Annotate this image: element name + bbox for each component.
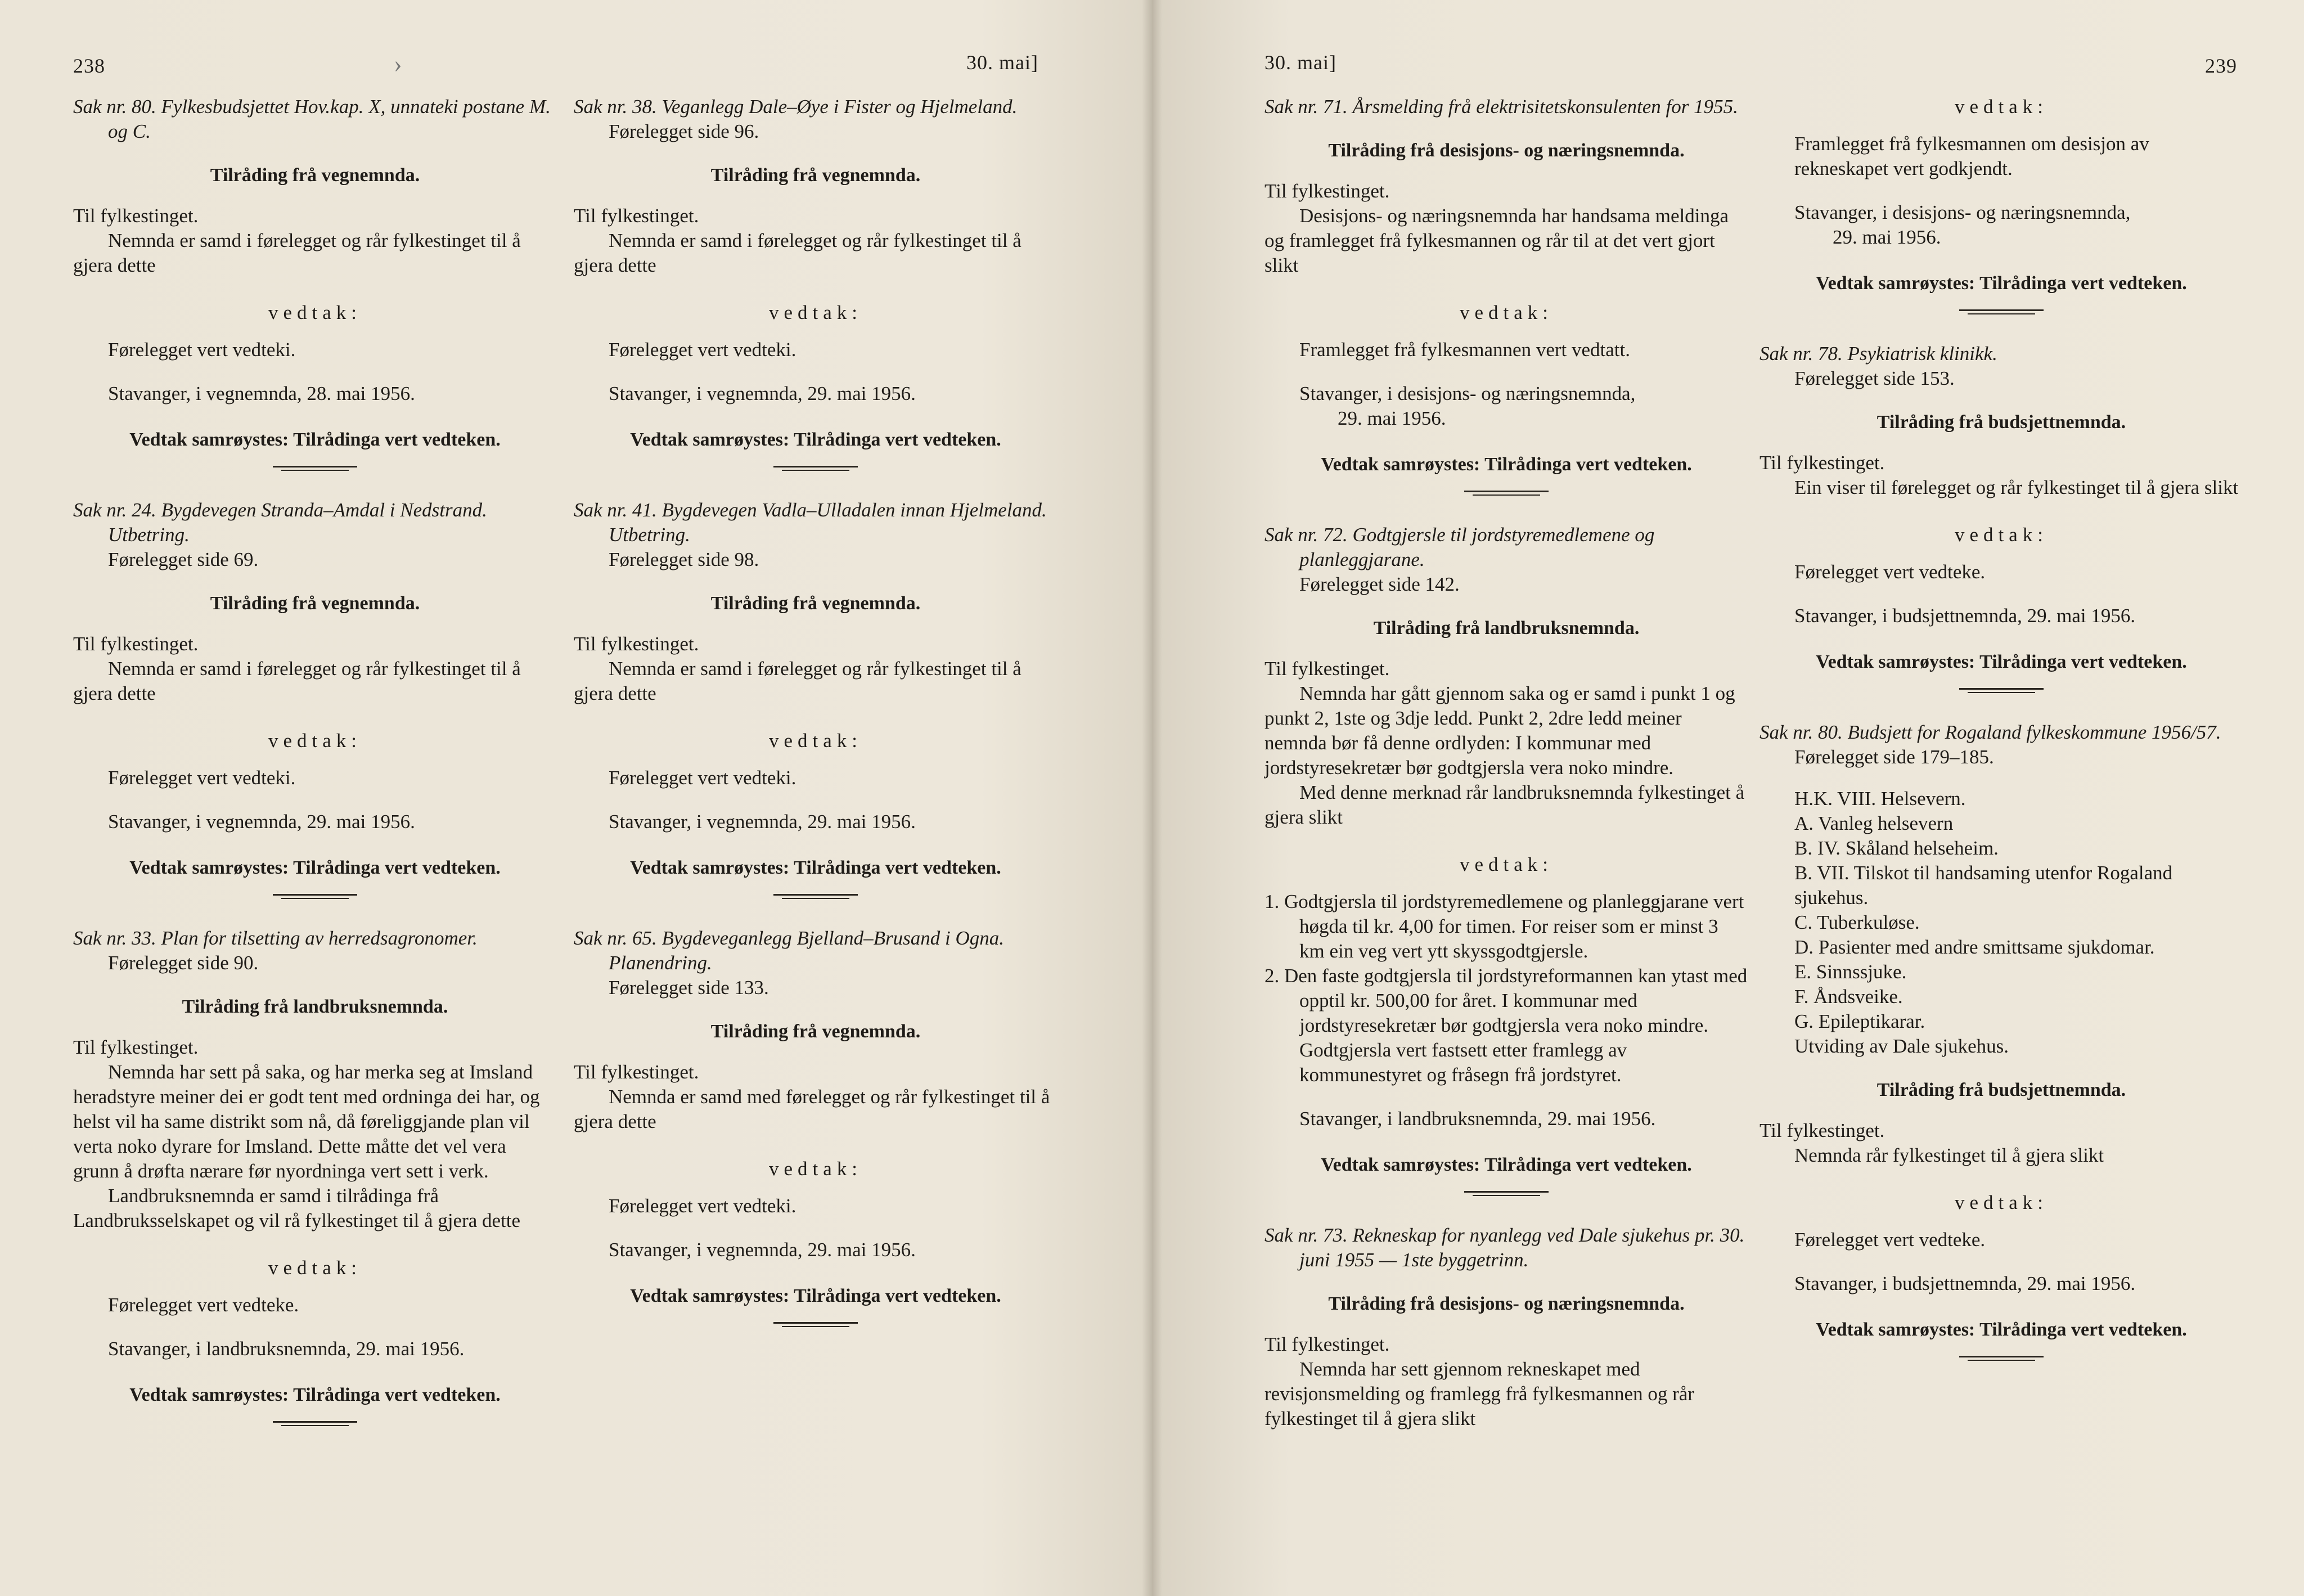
recommendation-heading: Tilråding frå vegnemnda. [710,593,921,614]
vedtak-label: vedtak: [1459,302,1554,323]
place-date: Stavanger, i desisjons- og næringsnemnda, [1794,201,2131,223]
decision-text: Framlegget frå fylkesmannen vert vedtatt. [1299,339,1630,361]
list-item: B. IV. Skåland helseheim. [1794,837,1999,859]
case-title: Sak nr. 78. Psykiatrisk klinikk. [1760,343,1997,365]
vedtak-label: vedtak: [1459,853,1554,875]
recommendation-heading: Tilråding frå desisjons- og næringsnemnda. [1328,1293,1685,1314]
section-divider [273,466,357,467]
case-title: Sak nr. 24. Bygdevegen Stranda–Amdal i Nedstrand. Utbetring. [73,499,487,546]
case-entry [574,498,1058,896]
list-item: G. Epileptikarar. [1794,1010,1925,1032]
case-title: Sak nr. 73. Rekneskap for nyanlegg ved Dale sjukehus pr. 30. juni 1955 — 1ste byggetrinn. [1264,1224,1745,1271]
place-date: Stavanger, i budsjettnemnda, 29. mai 1956. [1794,605,2136,627]
case-body: Nemnda rår fylkestinget til å gjera slikt [1794,1144,2104,1166]
case-body: Nemnda er samd i førelegget og rår fylkestinget til å gjera dette [574,230,1022,276]
section-divider [773,894,858,896]
case-body: Nemnda har gått gjennom saka og er samd i punkt 1 og punkt 2, 1ste og 3dje ledd. Punkt 2, 2dre ledd meiner nemnda bør få denne ordlyden: I kommunar med jordstyresekretær bør godtgjersla vera noko mindre. [1264,682,1735,779]
case-title: Sak nr. 80. Fylkesbudsjettet Hov.kap. X, unnateki postane M. og C. [73,96,551,142]
list-item: H.K. VIII. Helsevern. [1794,788,1966,810]
decision-text: Førelegget vert vedteki. [108,767,296,789]
decision-text: Førelegget vert vedteke. [1794,561,1986,583]
budget-items-list [1760,786,2243,1059]
case-entry [73,95,557,467]
addressee: Til fylkestinget. [73,205,199,227]
recommendation-heading: Tilråding frå vegnemnda. [710,1021,921,1042]
place-date: Stavanger, i landbruksnemnda, 29. mai 1956. [1299,1108,1656,1130]
addressee: Til fylkestinget. [574,205,699,227]
final-resolution: Vedtak samrøystes: Tilrådinga vert vedteken. [129,429,501,450]
final-resolution: Vedtak samrøystes: Tilrådinga vert vedteken. [129,1384,501,1405]
list-item: A. Vanleg helsevern [1794,812,1954,834]
list-item: B. VII. Tilskot til handsaming utenfor Rogaland sjukehus. [1794,862,2173,909]
case-entry [73,926,557,1423]
place-date: Stavanger, i vegnemnda, 28. mai 1956. [108,383,415,404]
section-divider [1959,688,2044,690]
document-reference: Førelegget side 90. [108,952,259,974]
page-number: 238 [73,55,105,77]
decision-text: Førelegget vert vedteki. [609,767,796,789]
addressee: Til fylkestinget. [1760,452,1885,474]
decision-text: Framlegget frå fylkesmannen om desisjon av rekneskapet vert godkjendt. [1794,133,2149,179]
decision-text: Førelegget vert vedteke. [108,1294,299,1316]
place-date: Stavanger, i vegnemnda, 29. mai 1956. [108,811,415,833]
list-item: 1. Godtgjersla til jordstyremedlemene og planleggjarane vert høgda til kr. 4,00 for timen. For reiser som er minst 3 km ein veg vert ytt skyssgodtgjersle. [1264,891,1744,962]
place-date: Stavanger, i budsjettnemnda, 29. mai 1956. [1794,1273,2136,1294]
list-item: F. Åndsveike. [1794,986,1903,1008]
section-divider [773,1322,858,1324]
case-title: Sak nr. 65. Bygdeveganlegg Bjelland–Brusand i Ogna. Planendring. [574,927,1005,974]
vedtak-label: vedtak: [768,730,863,752]
left-column-2 [574,95,1058,1354]
final-resolution: Vedtak samrøystes: Tilrådinga vert vedteken. [1816,273,2187,294]
recommendation-heading: Tilråding frå budsjettnemnda. [1876,1080,2126,1100]
recommendation-heading: Tilråding frå vegnemnda. [210,165,420,186]
document-reference: Førelegget side 69. [108,549,259,570]
case-body: Landbruksnemnda er samd i tilrådinga frå Landbruksselskapet og vil rå fylkestinget til å gjera dette [73,1185,521,1231]
case-title: Sak nr. 80. Budsjett for Rogaland fylkeskommune 1956/57. [1760,721,2221,743]
case-title: Sak nr. 33. Plan for tilsetting av herredsagronomer. [73,927,478,949]
case-title: Sak nr. 41. Bygdevegen Vadla–Ulladalen innan Hjelmeland. Utbetring. [574,499,1047,546]
recommendation-heading: Tilråding frå budsjettnemnda. [1876,412,2126,433]
right-page [1152,0,2304,1596]
case-body: Med denne merknad rår landbruksnemnda fylkestinget å gjera slikt [1264,781,1745,828]
case-entry [1264,1223,1748,1431]
final-resolution: Vedtak samrøystes: Tilrådinga vert vedteken. [1321,454,1692,475]
document-reference: Førelegget side 133. [609,977,769,999]
final-resolution: Vedtak samrøystes: Tilrådinga vert vedteken. [1816,651,2187,672]
right-column-2 [1760,95,2243,1388]
decision-text: Førelegget vert vedteke. [1794,1229,1986,1251]
section-divider [773,466,858,467]
recommendation-heading: Tilråding frå desisjons- og næringsnemnda. [1328,140,1685,161]
case-entry [574,95,1058,467]
section-divider [1464,1191,1549,1193]
section-divider [273,1421,357,1423]
addressee: Til fylkestinget. [1264,1333,1390,1355]
decision-list [1264,889,1748,1087]
list-item: E. Sinnssjuke. [1794,961,1907,983]
case-entry [1264,95,1748,492]
recommendation-heading: Tilråding frå vegnemnda. [210,593,420,614]
final-resolution: Vedtak samrøystes: Tilrådinga vert vedteken. [1321,1154,1692,1175]
addressee: Til fylkestinget. [1760,1120,1885,1141]
vedtak-label: vedtak: [768,302,863,323]
case-title: Sak nr. 71. Årsmelding frå elektrisitetskonsulenten for 1955. [1264,96,1738,118]
document-reference: Førelegget side 98. [609,549,759,570]
addressee: Til fylkestinget. [574,633,699,655]
final-resolution: Vedtak samrøystes: Tilrådinga vert vedteken. [630,429,1001,450]
case-entry [73,498,557,896]
document-reference: Førelegget side 179–185. [1794,746,1994,768]
list-item: D. Pasienter med andre smittsame sjukdomar. [1794,936,2155,958]
case-entry [1264,523,1748,1193]
addressee: Til fylkestinget. [1264,180,1390,202]
decision-text: Førelegget vert vedteki. [108,339,296,361]
document-reference: Førelegget side 96. [609,120,759,142]
section-divider [1464,491,1549,492]
place-date: Stavanger, i landbruksnemnda, 29. mai 1956. [108,1338,465,1360]
recommendation-heading: Tilråding frå landbruksnemnda. [1373,618,1640,639]
case-body: Nemnda er samd i førelegget og rår fylkestinget til å gjera dette [73,658,521,704]
vedtak-label: vedtak: [768,1158,863,1180]
case-body: Desisjons- og næringsnemnda har handsama meldinga og framlegget frå fylkesmannen og rår til at det vert gjort slikt [1264,205,1729,276]
place-date: Stavanger, i vegnemnda, 29. mai 1956. [609,811,916,833]
case-continuation [1760,95,2243,311]
case-body: Nemnda har sett på saka, og har merka seg at Imsland heradstyre meiner dei er godt tent med ordninga dei har, og helst vil ha same distrikt som nå, då føreliggjande plan vil verta noko dyrare for Imsland. Dette måtte det vel vera grunn å drøfta nærare før nyordninga vert sett i verk. [73,1061,540,1182]
vedtak-label: vedtak: [1954,1192,2049,1213]
addressee: Til fylkestinget. [574,1061,699,1083]
final-resolution: Vedtak samrøystes: Tilrådinga vert vedteken. [630,857,1001,878]
final-resolution: Vedtak samrøystes: Tilrådinga vert vedteken. [1816,1319,2187,1340]
vedtak-label: vedtak: [268,1257,362,1279]
section-divider [1959,309,2044,311]
case-entry [574,926,1058,1324]
decision-text: Førelegget vert vedteki. [609,339,796,361]
list-item: Utviding av Dale sjukehus. [1794,1035,2009,1057]
caret-mark-icon: › [394,50,402,78]
vedtak-label: vedtak: [1954,524,2049,546]
decision-text: Førelegget vert vedteki. [609,1195,796,1217]
page-number: 239 [2205,55,2237,77]
case-body: Nemnda er samd i førelegget og rår fylkestinget til å gjera dette [574,658,1022,704]
recommendation-heading: Tilråding frå landbruksnemnda. [182,996,448,1017]
final-resolution: Vedtak samrøystes: Tilrådinga vert vedteken. [129,857,501,878]
case-entry [1760,720,2243,1357]
case-body: Nemnda har sett gjennom rekneskapet med revisjonsmelding og framlegg frå fylkesmannen og rår fylkestinget til å gjera slikt [1264,1358,1694,1429]
case-body: Nemnda er samd med førelegget og rår fylkestinget til å gjera dette [574,1086,1050,1132]
case-title: Sak nr. 72. Godtgjersle til jordstyremedlemene og planleggjarane. [1264,524,1655,570]
section-divider [273,894,357,896]
place-date-line2: 29. mai 1956. [1833,226,1941,248]
running-head: 30. mai] [1264,51,1336,74]
final-resolution: Vedtak samrøystes: Tilrådinga vert vedteken. [630,1285,1001,1306]
addressee: Til fylkestinget. [73,1036,199,1058]
recommendation-heading: Tilråding frå vegnemnda. [710,165,921,186]
place-date: Stavanger, i vegnemnda, 29. mai 1956. [609,1239,916,1261]
case-body: Nemnda er samd i førelegget og rår fylkestinget til å gjera dette [73,230,521,276]
place-date: Stavanger, i vegnemnda, 29. mai 1956. [609,383,916,404]
place-date: Stavanger, i desisjons- og næringsnemnda, [1299,383,1636,404]
addressee: Til fylkestinget. [73,633,199,655]
left-column-1 [73,95,557,1453]
right-column-1 [1264,95,1748,1431]
place-date-line2: 29. mai 1956. [1338,407,1446,429]
running-head: 30. mai] [966,51,1038,74]
list-item: C. Tuberkuløse. [1794,911,1920,933]
case-entry [1760,341,2243,690]
section-divider [1959,1356,2044,1357]
vedtak-label: vedtak: [268,302,362,323]
list-item: 2. Den faste godtgjersla til jordstyreformannen kan ytast med opptil kr. 500,00 for året. I kommunar med jordstyresekretær bør godtgjersla vera noko mindre. Godtgjersla vert fastsett etter framlegg av kommunestyret og fråsegn frå jordstyret. [1264,965,1748,1086]
case-title: Sak nr. 38. Veganlegg Dale–Øye i Fister og Hjelmeland. [574,96,1018,118]
case-body: Ein viser til førelegget og rår fylkestinget til å gjera slikt [1794,476,2239,498]
addressee: Til fylkestinget. [1264,658,1390,680]
vedtak-label: vedtak: [1954,96,2049,118]
document-reference: Førelegget side 153. [1794,367,1955,389]
vedtak-label: vedtak: [268,730,362,752]
book-gutter [1142,0,1162,1596]
document-reference: Førelegget side 142. [1299,573,1460,595]
